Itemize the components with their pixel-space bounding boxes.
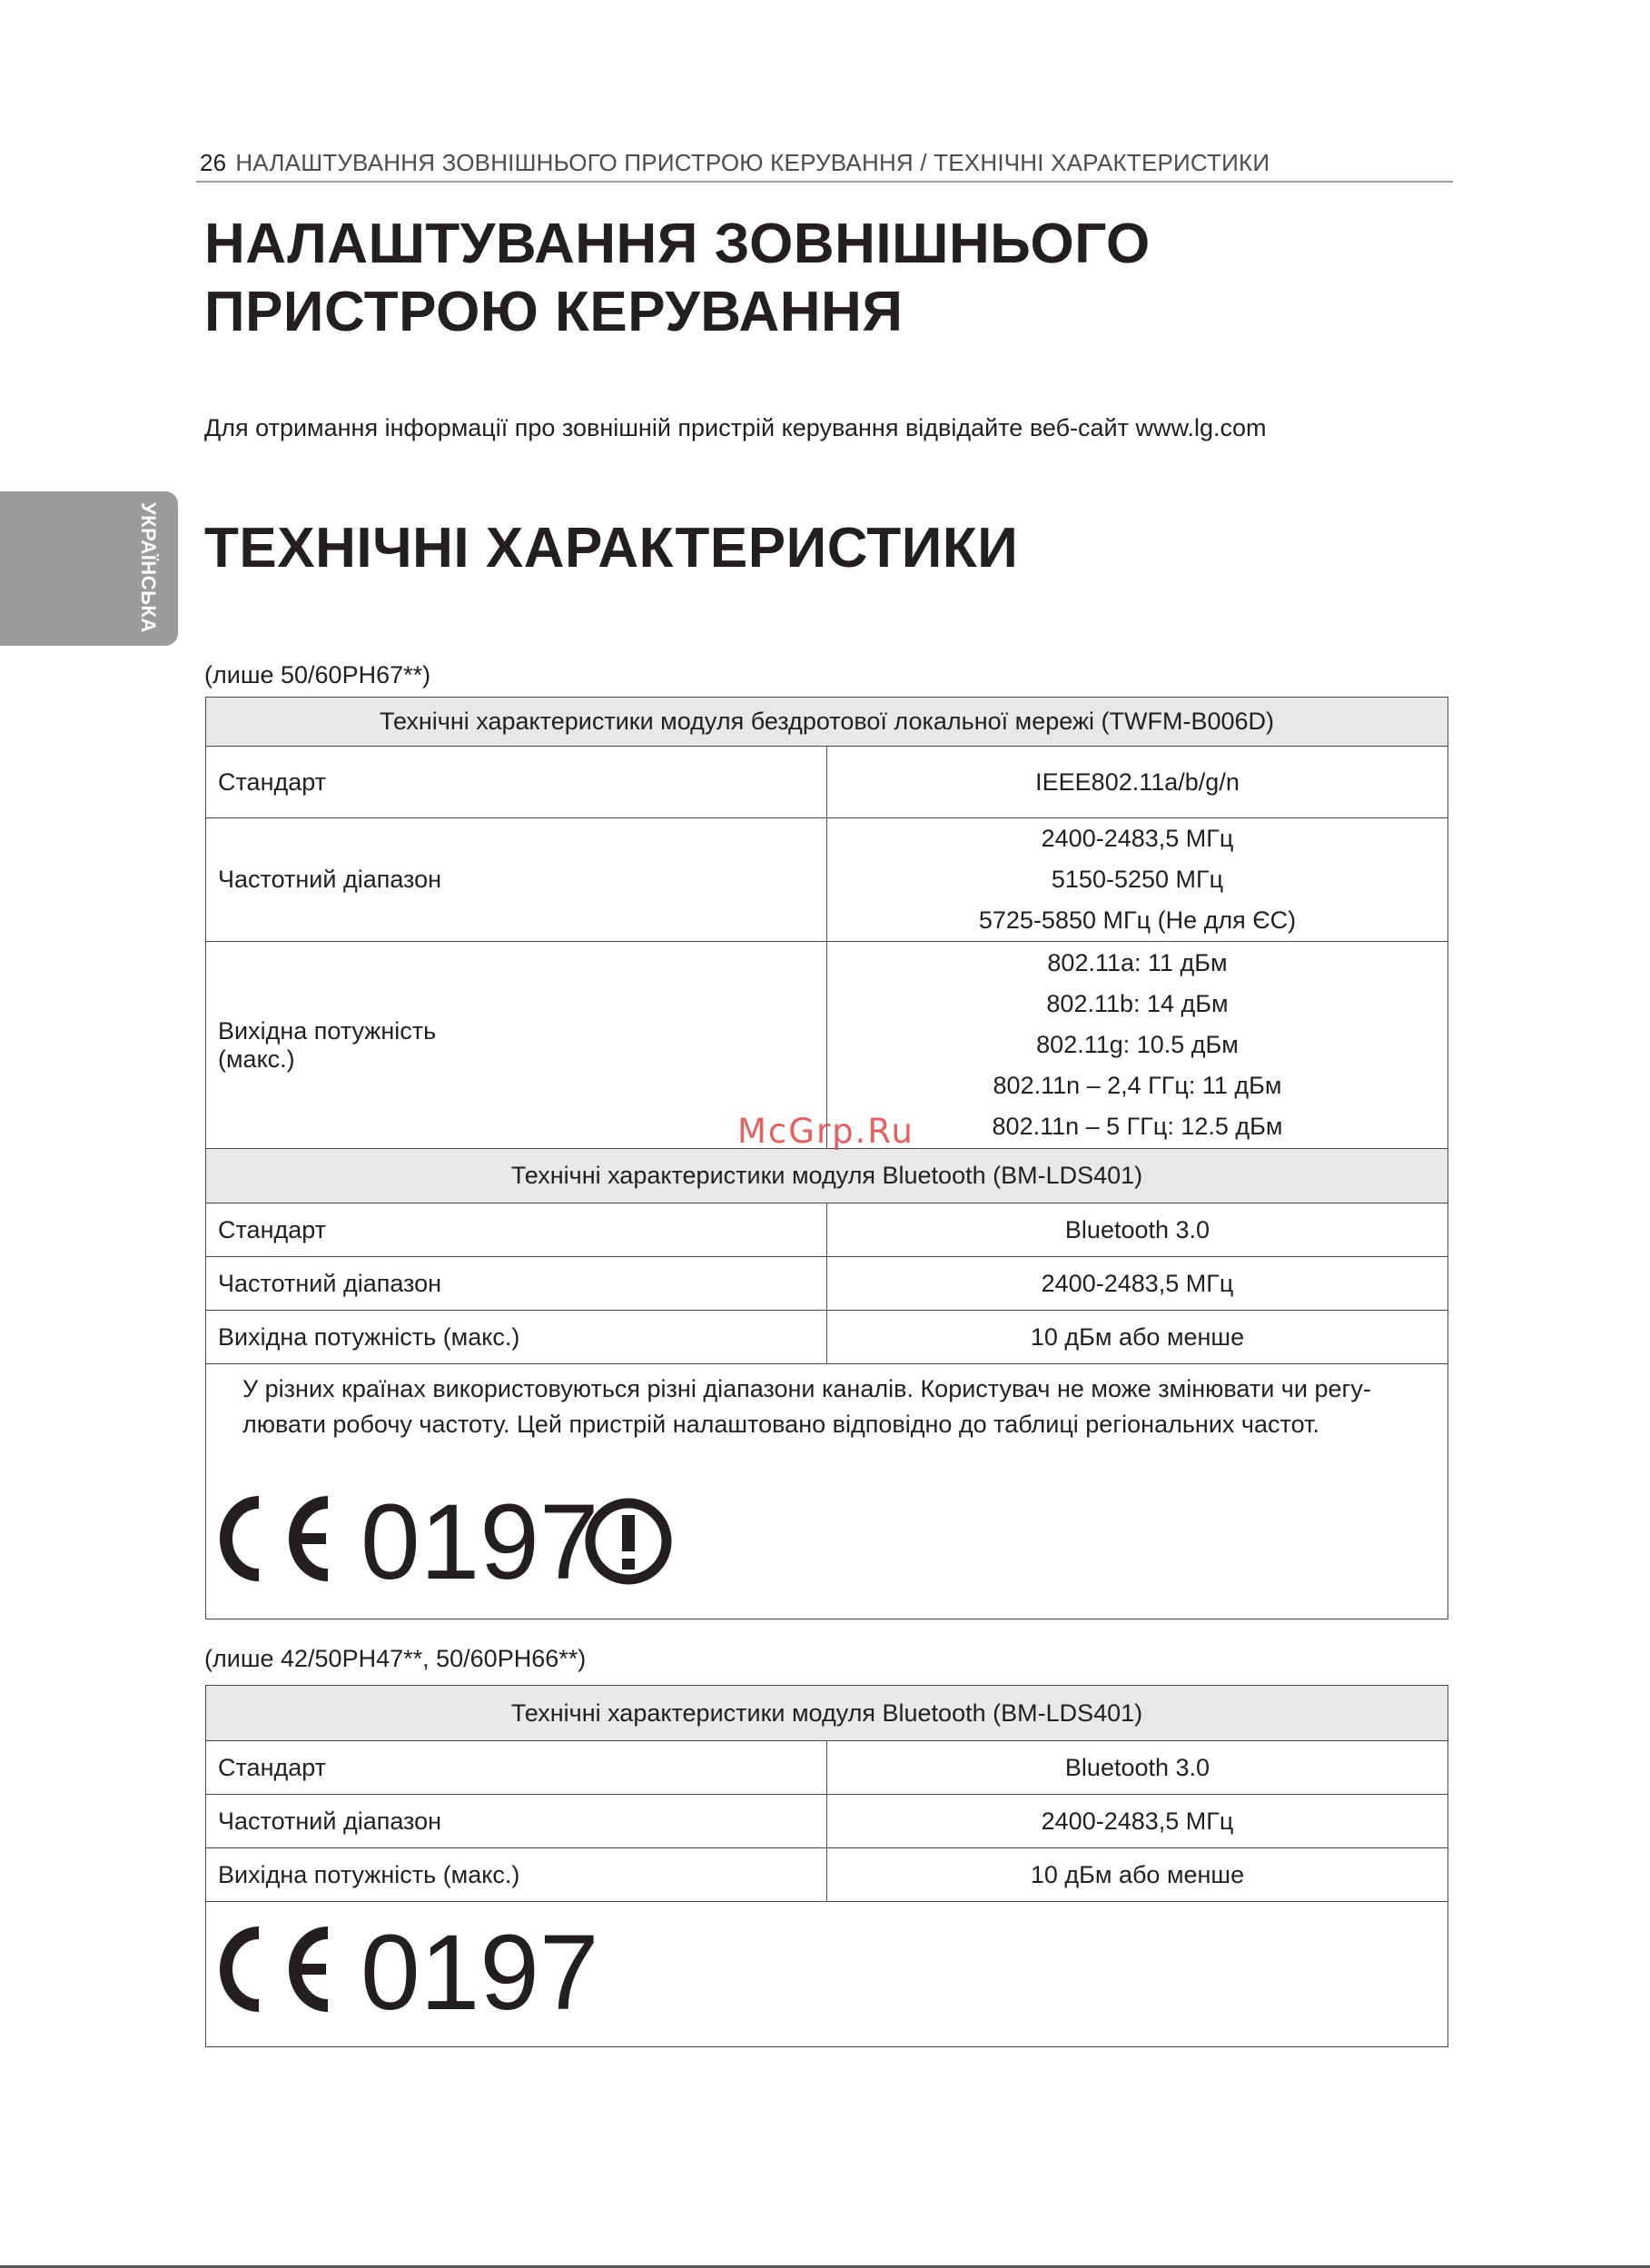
table-row	[206, 818, 1448, 942]
wifi-frequency-value: 2400-2483,5 МГц	[1041, 825, 1234, 852]
table-row	[206, 1203, 1448, 1257]
header-divider	[196, 181, 1453, 183]
running-title: НАЛАШТУВАННЯ ЗОВНІШНЬОГО ПРИСТРОЮ КЕРУВАННЯ / ТЕХНІЧНІ ХАРАКТЕРИСТИКИ	[235, 149, 1270, 176]
bluetooth-module-header: Технічні характеристики модуля Bluetooth (BM-LDS401)	[206, 1149, 1448, 1203]
regulatory-note	[242, 1372, 1426, 1442]
wifi-power-value: 802.11n – 5 ГГц: 12.5 дБм	[992, 1113, 1283, 1140]
table-row	[206, 1848, 1448, 1902]
bt2-standard-label: Стандарт	[206, 1741, 827, 1795]
regulatory-note-line-2: лювати робочу частоту. Цей пристрій налаштовано відповідно до таблиці регіональних частот.	[242, 1411, 1319, 1438]
running-header	[200, 149, 1453, 177]
wifi-power-label	[206, 942, 827, 1149]
bt2-power-label: Вихідна потужність (макс.)	[206, 1848, 827, 1902]
wifi-frequency-values	[827, 818, 1448, 942]
section-title-external-control	[204, 210, 1151, 346]
wifi-power-value: 802.11b: 14 дБм	[1046, 990, 1229, 1017]
table-row	[206, 1741, 1448, 1795]
bt-frequency-label: Частотний діапазон	[206, 1257, 827, 1311]
bluetooth-module-header-2: Технічні характеристики модуля Bluetooth (BM-LDS401)	[206, 1686, 1448, 1741]
table-row	[206, 1686, 1448, 1741]
table-row	[206, 1364, 1448, 1619]
table-row	[206, 1795, 1448, 1848]
wifi-power-label-line-1: Вихідна потужність	[218, 1016, 437, 1045]
language-tab-label: УКРАЇНСЬКА	[137, 502, 160, 633]
spec-table-1	[205, 697, 1448, 1619]
bt-frequency-value: 2400-2483,5 МГц	[827, 1257, 1448, 1311]
watermark: McGrp.Ru	[737, 1112, 914, 1151]
wifi-frequency-value: 5725-5850 МГц (Не для ЄС)	[978, 906, 1297, 934]
page-number: 26	[200, 149, 227, 176]
wifi-standard-value: IEEE802.11a/b/g/n	[827, 747, 1448, 818]
intro-text: Для отримання інформації про зовнішній пристрій керування відвідайте веб-сайт www.lg.com	[204, 414, 1267, 441]
svg-text:0197: 0197	[361, 1920, 599, 2020]
bt2-frequency-label: Частотний діапазон	[206, 1795, 827, 1848]
ce-mark-area	[206, 1490, 1426, 1617]
regulatory-note-cell	[206, 1364, 1448, 1619]
bt-standard-value: Bluetooth 3.0	[827, 1203, 1448, 1257]
section-title-specifications: ТЕХНІЧНІ ХАРАКТЕРИСТИКИ	[204, 517, 1019, 579]
section-title-line-2: ПРИСТРОЮ КЕРУВАННЯ	[204, 281, 904, 343]
language-side-tab	[0, 491, 178, 646]
table-row	[206, 1902, 1448, 2047]
wifi-module-header: Технічні характеристики модуля бездротової локальної мережі (TWFM-B006D)	[206, 698, 1448, 747]
wifi-power-values	[827, 942, 1448, 1149]
wifi-power-value: 802.11n – 2,4 ГГц: 11 дБм	[993, 1072, 1282, 1099]
wifi-standard-label: Стандарт	[206, 747, 827, 818]
ce-0197-alert-mark-icon	[215, 1490, 706, 1590]
spec-table-2	[205, 1685, 1448, 2047]
ce-mark-cell	[206, 1902, 1448, 2047]
bt2-standard-value: Bluetooth 3.0	[827, 1741, 1448, 1795]
bt-power-value: 10 дБм або менше	[827, 1311, 1448, 1364]
wifi-frequency-label: Частотний діапазон	[206, 818, 827, 942]
ce-0197-mark-icon	[215, 1920, 633, 2020]
svg-text:0197: 0197	[361, 1490, 599, 1590]
bt-power-label: Вихідна потужність (макс.)	[206, 1311, 827, 1364]
regulatory-note-line-1: У різних країнах використовуються різні діапазони каналів. Користувач не може змінювати чи регу-	[242, 1375, 1371, 1402]
table-row	[206, 1311, 1448, 1364]
table-row	[206, 1257, 1448, 1311]
wifi-frequency-value: 5150-5250 МГц	[1051, 866, 1224, 893]
wifi-power-value: 802.11a: 11 дБм	[1047, 949, 1228, 976]
bt-standard-label: Стандарт	[206, 1203, 827, 1257]
bt2-power-value: 10 дБм або менше	[827, 1848, 1448, 1902]
ce-mark-area-2	[206, 1902, 1447, 2029]
wifi-power-label-line-2: (макс.)	[218, 1045, 295, 1073]
table-row	[206, 1149, 1448, 1203]
model-note-2: (лише 42/50PH47**, 50/60PH66**)	[204, 1645, 587, 1672]
bt2-frequency-value: 2400-2483,5 МГц	[827, 1795, 1448, 1848]
model-note-1: (лише 50/60PH67**)	[204, 661, 431, 688]
wifi-power-value: 802.11g: 10.5 дБм	[1036, 1031, 1239, 1058]
table-row	[206, 747, 1448, 818]
section-title-line-1: НАЛАШТУВАННЯ ЗОВНІШНЬОГО	[204, 213, 1151, 275]
table-row	[206, 698, 1448, 747]
